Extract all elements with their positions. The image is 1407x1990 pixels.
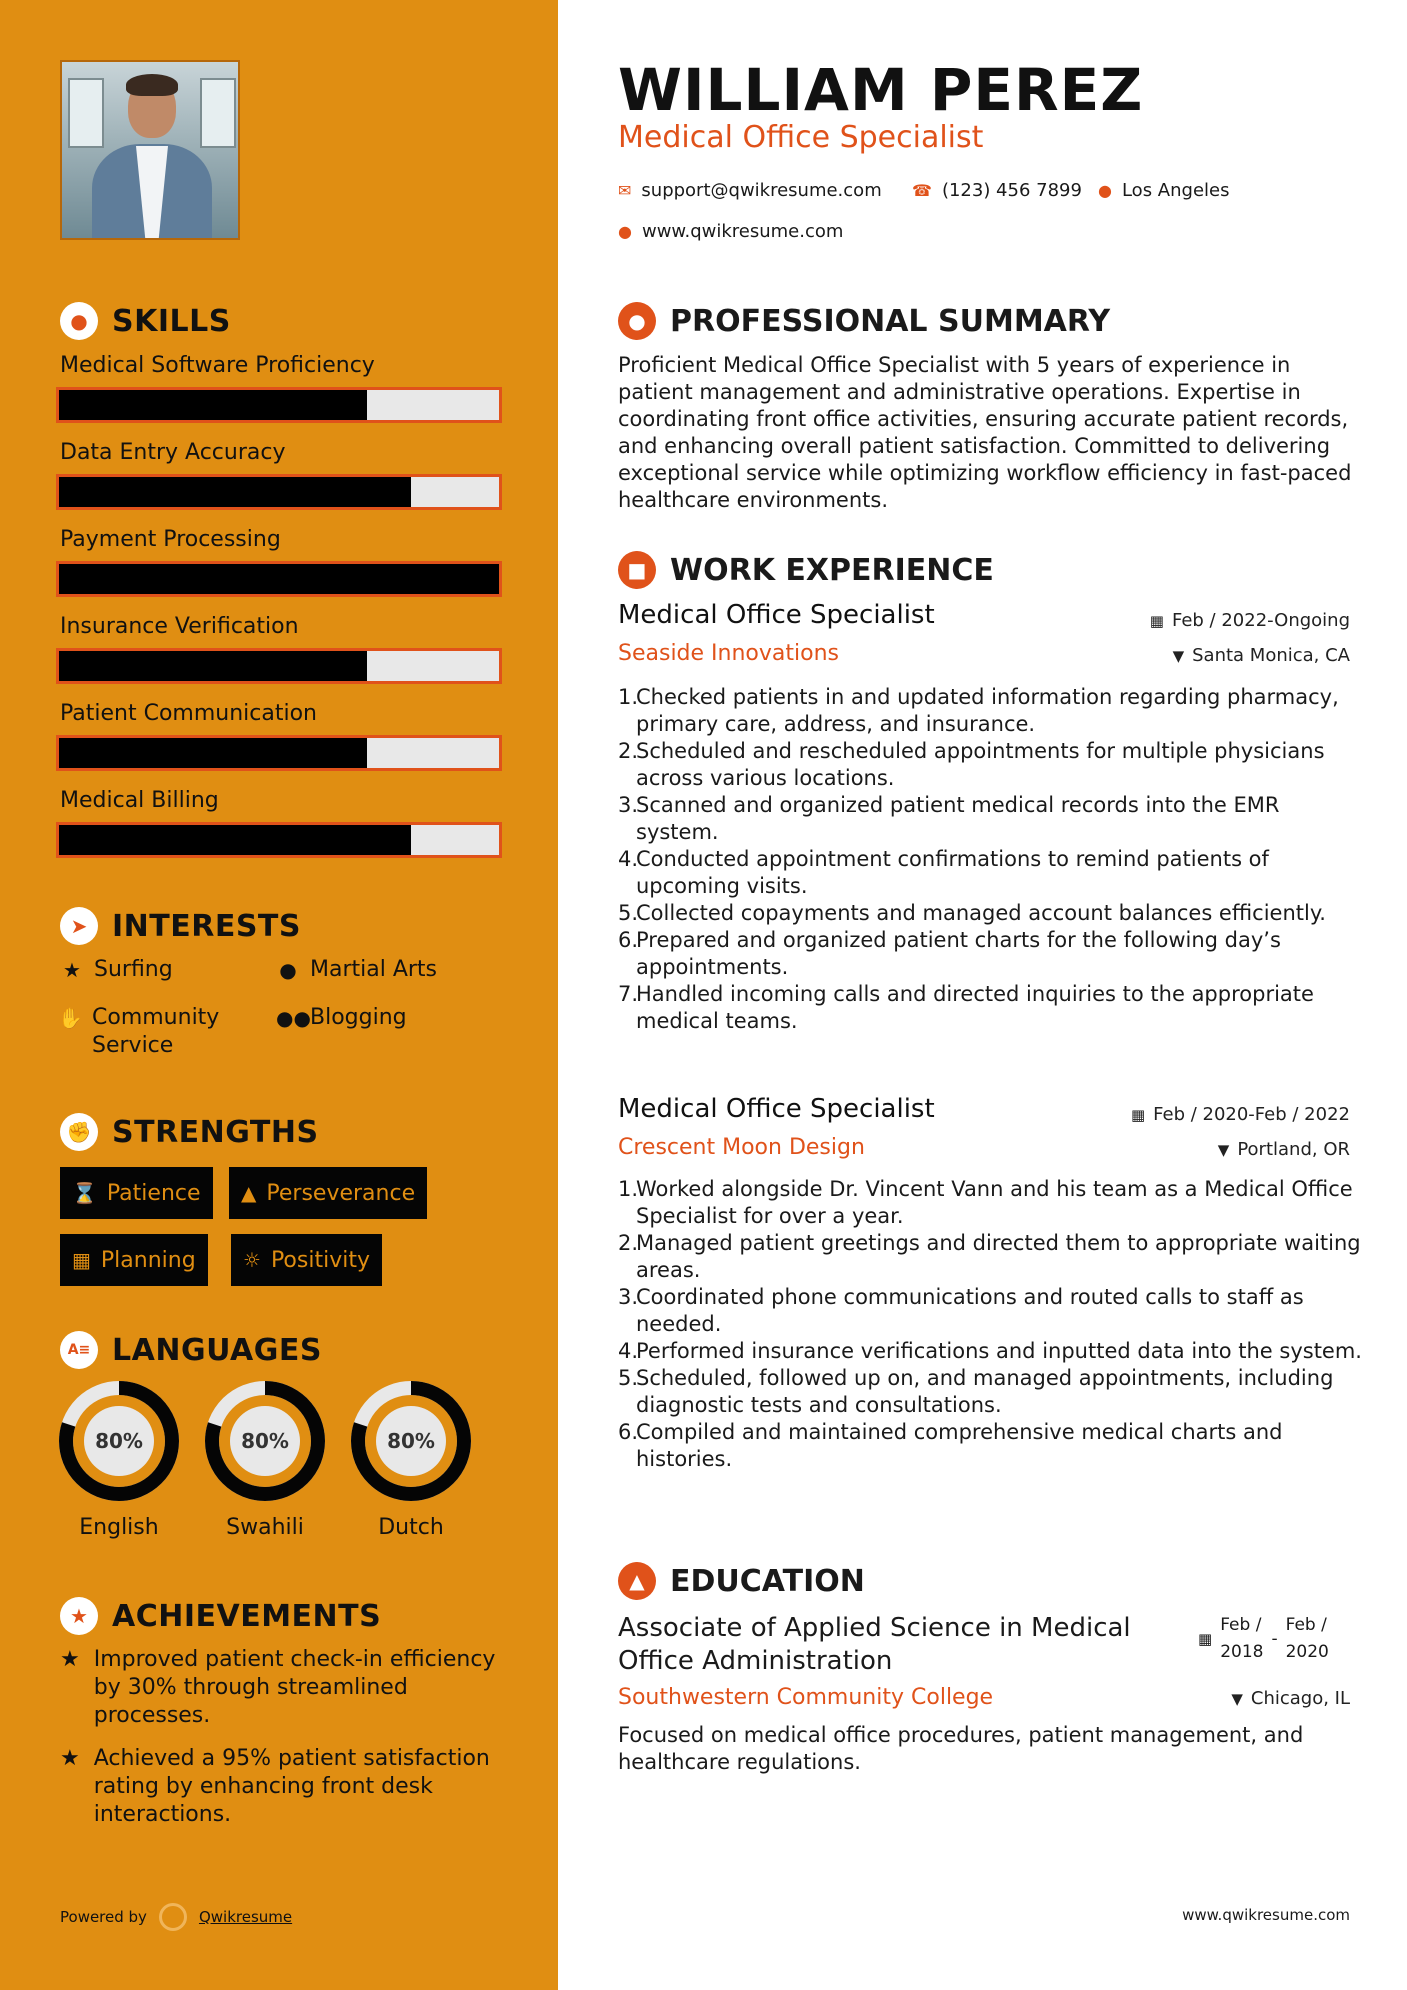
office-chair-icon: ■ <box>618 551 656 589</box>
job-bullets <box>618 1176 1363 1473</box>
skill-label: Payment Processing <box>60 527 281 552</box>
job-date <box>1150 610 1350 631</box>
list-item-text: Managed patient greetings and directed them to appropriate waiting areas. <box>636 1231 1361 1282</box>
job-location-text: Portland, OR <box>1237 1139 1350 1160</box>
education-date <box>1198 1612 1329 1666</box>
degree-title: Associate of Applied Science in Medical Office Administration <box>618 1613 1131 1676</box>
interests-heading <box>60 907 301 945</box>
education-title: EDUCATION <box>670 1563 865 1599</box>
skill-bar <box>56 648 502 684</box>
paper-plane-icon: ➤ <box>60 907 98 945</box>
job-location <box>1218 1139 1350 1160</box>
list-item: 5. Scheduled, followed up on, and managed appointments, including diagnostic tests and consultations. <box>618 1365 1363 1419</box>
achievement-item <box>60 1646 500 1730</box>
strength-label: Patience <box>106 1180 201 1206</box>
interests-title: INTERESTS <box>112 908 301 944</box>
edu-start-month: Feb / <box>1220 1615 1262 1635</box>
skill-bar <box>56 822 502 858</box>
edu-start <box>1220 1612 1263 1666</box>
language-label: English <box>79 1515 159 1540</box>
strength-label: Perseverance <box>266 1180 416 1206</box>
map-pin-icon: ● <box>1098 181 1112 200</box>
list-item-text: Handled incoming calls and directed inquiries to the appropriate medical teams. <box>636 982 1314 1033</box>
list-item: 2. Managed patient greetings and directed them to appropriate waiting areas. <box>618 1230 1363 1284</box>
skills-title: SKILLS <box>112 303 231 339</box>
user-icon: ● <box>618 302 656 340</box>
skill-label: Medical Software Proficiency <box>60 353 375 378</box>
interest-item <box>58 1004 248 1060</box>
job-title: Medical Office Specialist <box>618 1094 935 1124</box>
sidebar <box>0 0 558 1990</box>
school-name: Southwestern Community College <box>618 1685 994 1710</box>
job-bullets <box>618 684 1363 1035</box>
languages-heading <box>60 1331 322 1369</box>
powered-by <box>60 1903 292 1931</box>
email-text: support@qwikresume.com <box>641 180 882 201</box>
list-item-text: Conducted appointment confirmations to remind patients of upcoming visits. <box>636 847 1269 898</box>
list-item-text: Performed insurance verifications and inputted data into the system. <box>636 1339 1362 1363</box>
strength-tag <box>231 1234 382 1286</box>
list-item: 1. Checked patients in and updated information regarding pharmacy, primary care, address, and insurance. <box>618 684 1363 738</box>
skill-label: Data Entry Accuracy <box>60 440 286 465</box>
edu-end-month: Feb / <box>1285 1615 1327 1635</box>
list-item-text: Scheduled, followed up on, and managed appointments, including diagnostic tests and consultations. <box>636 1366 1334 1417</box>
pin-icon: ▼ <box>1231 1689 1243 1708</box>
experience-heading <box>618 551 994 589</box>
interest-label: Blogging <box>310 1005 407 1030</box>
qwikresume-logo-icon <box>159 1903 187 1931</box>
phone-icon: ☎ <box>912 181 932 200</box>
calendar-icon: ▦ <box>1198 1629 1213 1648</box>
achievement-item <box>60 1745 500 1829</box>
education-location <box>1231 1688 1350 1709</box>
job-company: Crescent Moon Design <box>618 1135 865 1160</box>
calendar-icon: ▦ <box>72 1248 91 1272</box>
sun-icon: ☼ <box>243 1248 261 1272</box>
achievement-text: Improved patient check-in efficiency by 30% through streamlined processes. <box>93 1647 496 1728</box>
list-item: 6. Prepared and organized patient charts for the following day’s appointments. <box>618 927 1363 981</box>
list-item-text: Collected copayments and managed account balances efficiently. <box>636 901 1326 925</box>
skill-label: Medical Billing <box>60 788 219 813</box>
location-text: Los Angeles <box>1121 180 1230 201</box>
interest-label: Community Service <box>92 1005 220 1058</box>
globe-icon: ● <box>279 958 297 982</box>
skills-heading <box>60 302 231 340</box>
ring-percent: 80% <box>376 1406 446 1476</box>
contact-location <box>1098 180 1229 201</box>
website-text: www.qwikresume.com <box>641 221 844 242</box>
list-item-text: Prepared and organized patient charts for the following day’s appointments. <box>636 928 1281 979</box>
list-item: 3. Coordinated phone communications and routed calls to staff as needed. <box>618 1284 1363 1338</box>
shooting-star-icon: ★ <box>60 1746 80 1771</box>
edu-end <box>1286 1612 1329 1666</box>
strengths-heading <box>60 1113 319 1151</box>
skill-bar <box>56 735 502 771</box>
list-item-text: Coordinated phone communications and routed calls to staff as needed. <box>636 1285 1304 1336</box>
list-item: 2. Scheduled and rescheduled appointments for multiple physicians across various locations. <box>618 738 1363 792</box>
language-icon: A≡ <box>60 1331 98 1369</box>
calendar-icon: ▦ <box>1149 611 1164 630</box>
fist-icon: ✊ <box>60 1113 98 1151</box>
job-company: Seaside Innovations <box>618 641 839 666</box>
footer-site[interactable]: www.qwikresume.com <box>1182 1906 1350 1924</box>
pin-icon: ▼ <box>1217 1140 1230 1159</box>
skill-bar-fill <box>59 564 499 594</box>
list-item-text: Scheduled and rescheduled appointments for multiple physicians across various locations. <box>636 739 1325 790</box>
education-description: Focused on medical office procedures, patient management, and healthcare regulations. <box>618 1723 1304 1774</box>
strength-label: Planning <box>100 1247 196 1273</box>
users-icon: ●● <box>276 1006 311 1030</box>
list-item: 4. Performed insurance verifications and inputted data into the system. <box>618 1339 1362 1363</box>
phone-text: (123) 456 7899 <box>941 180 1082 201</box>
ring-percent: 80% <box>84 1406 154 1476</box>
edu-end-year: 2020 <box>1285 1642 1329 1662</box>
graduation-icon: ▲ <box>618 1562 656 1600</box>
interest-item <box>276 1004 407 1032</box>
language-ring <box>204 1380 326 1502</box>
contact-phone <box>912 180 1082 201</box>
interest-item <box>60 956 173 984</box>
lightbulb-icon: ● <box>60 302 98 340</box>
road-icon: ▲ <box>241 1181 257 1205</box>
list-item: 7. Handled incoming calls and directed inquiries to the appropriate medical teams. <box>618 981 1363 1035</box>
language-ring <box>58 1380 180 1502</box>
education-heading <box>618 1562 865 1600</box>
list-item-text: Compiled and maintained comprehensive medical charts and histories. <box>636 1420 1283 1471</box>
strength-tag <box>60 1167 213 1219</box>
summary-text: Proficient Medical Office Specialist with 5 years of experience in patient management and administrative operations. Expertise in coordinating front office activities, ensuring accurate patient records, and enhancing overall patient satisfaction. Committed to delivering exceptional service while optimizing workflow efficiency in fast-paced healthcare environments. <box>618 353 1352 512</box>
main-content <box>558 0 1407 1990</box>
job-date-text: Feb / 2020-Feb / 2022 <box>1153 1104 1350 1125</box>
contact-website[interactable] <box>618 221 843 242</box>
list-item: 6. Compiled and maintained comprehensive medical charts and histories. <box>618 1419 1363 1473</box>
education-location-text: Chicago, IL <box>1250 1688 1350 1709</box>
skill-bar-fill <box>59 738 367 768</box>
job-date <box>1131 1104 1350 1125</box>
language-label: Swahili <box>226 1515 304 1540</box>
star-icon: ★ <box>63 958 81 982</box>
summary-heading <box>618 302 1110 340</box>
job-date-text: Feb / 2022-Ongoing <box>1171 610 1350 631</box>
contact-email[interactable] <box>618 180 882 201</box>
profile-photo <box>60 60 240 240</box>
list-item: 5. Collected copayments and managed account balances efficiently. <box>618 901 1326 925</box>
envelope-icon: ✉ <box>618 181 632 200</box>
shooting-star-icon: ★ <box>60 1647 80 1672</box>
job-location <box>1173 645 1350 666</box>
achievements-heading <box>60 1597 381 1635</box>
edu-dash: - <box>1271 1628 1278 1649</box>
skill-bar-fill <box>59 651 367 681</box>
strength-tag <box>229 1167 427 1219</box>
list-item: 4. Conducted appointment confirmations to remind patients of upcoming visits. <box>618 846 1363 900</box>
strength-tag <box>60 1234 208 1286</box>
hand-icon: ✋ <box>58 1006 83 1030</box>
experience-title: WORK EXPERIENCE <box>670 552 994 588</box>
languages-title: LANGUAGES <box>112 1332 322 1368</box>
skill-bar <box>56 474 502 510</box>
list-item: 3. Scanned and organized patient medical records into the EMR system. <box>618 792 1363 846</box>
job-location-text: Santa Monica, CA <box>1192 645 1350 666</box>
strengths-title: STRENGTHS <box>112 1114 319 1150</box>
summary-title: PROFESSIONAL SUMMARY <box>670 303 1111 339</box>
interest-item <box>276 956 437 984</box>
interest-label: Martial Arts <box>310 957 438 982</box>
ring-percent: 80% <box>230 1406 300 1476</box>
skill-label: Insurance Verification <box>60 614 299 639</box>
edu-start-year: 2018 <box>1220 1642 1264 1662</box>
calendar-icon: ▦ <box>1130 1105 1146 1124</box>
strength-label: Positivity <box>270 1247 370 1273</box>
candidate-role: Medical Office Specialist <box>618 120 984 155</box>
qwikresume-link[interactable]: Qwikresume <box>198 1908 293 1926</box>
list-item-text: Checked patients in and updated information regarding pharmacy, primary care, address, and insurance. <box>636 685 1339 736</box>
interest-label: Surfing <box>94 957 173 982</box>
skill-label: Patient Communication <box>60 701 317 726</box>
powered-by-label: Powered by <box>60 1908 147 1926</box>
language-label: Dutch <box>378 1515 444 1540</box>
skill-bar <box>56 561 502 597</box>
achievements-title: ACHIEVEMENTS <box>112 1598 382 1634</box>
language-ring <box>350 1380 472 1502</box>
star-badge-icon: ★ <box>60 1597 98 1635</box>
achievement-text: Achieved a 95% patient satisfaction rating by enhancing front desk interactions. <box>93 1746 490 1827</box>
pin-icon: ▼ <box>1172 646 1185 665</box>
list-item: 1. Worked alongside Dr. Vincent Vann and his team as a Medical Office Specialist for over a year. <box>618 1176 1363 1230</box>
skill-bar-fill <box>59 477 411 507</box>
skill-bar-fill <box>59 390 367 420</box>
skill-bar-fill <box>59 825 411 855</box>
list-item-text: Scanned and organized patient medical records into the EMR system. <box>636 793 1280 844</box>
job-title: Medical Office Specialist <box>618 600 935 630</box>
candidate-name: WILLIAM PEREZ <box>618 56 1144 124</box>
hourglass-icon: ⌛ <box>72 1181 97 1205</box>
globe-icon: ● <box>618 222 632 241</box>
skill-bar <box>56 387 502 423</box>
list-item-text: Worked alongside Dr. Vincent Vann and his team as a Medical Office Specialist for over a year. <box>636 1177 1353 1228</box>
